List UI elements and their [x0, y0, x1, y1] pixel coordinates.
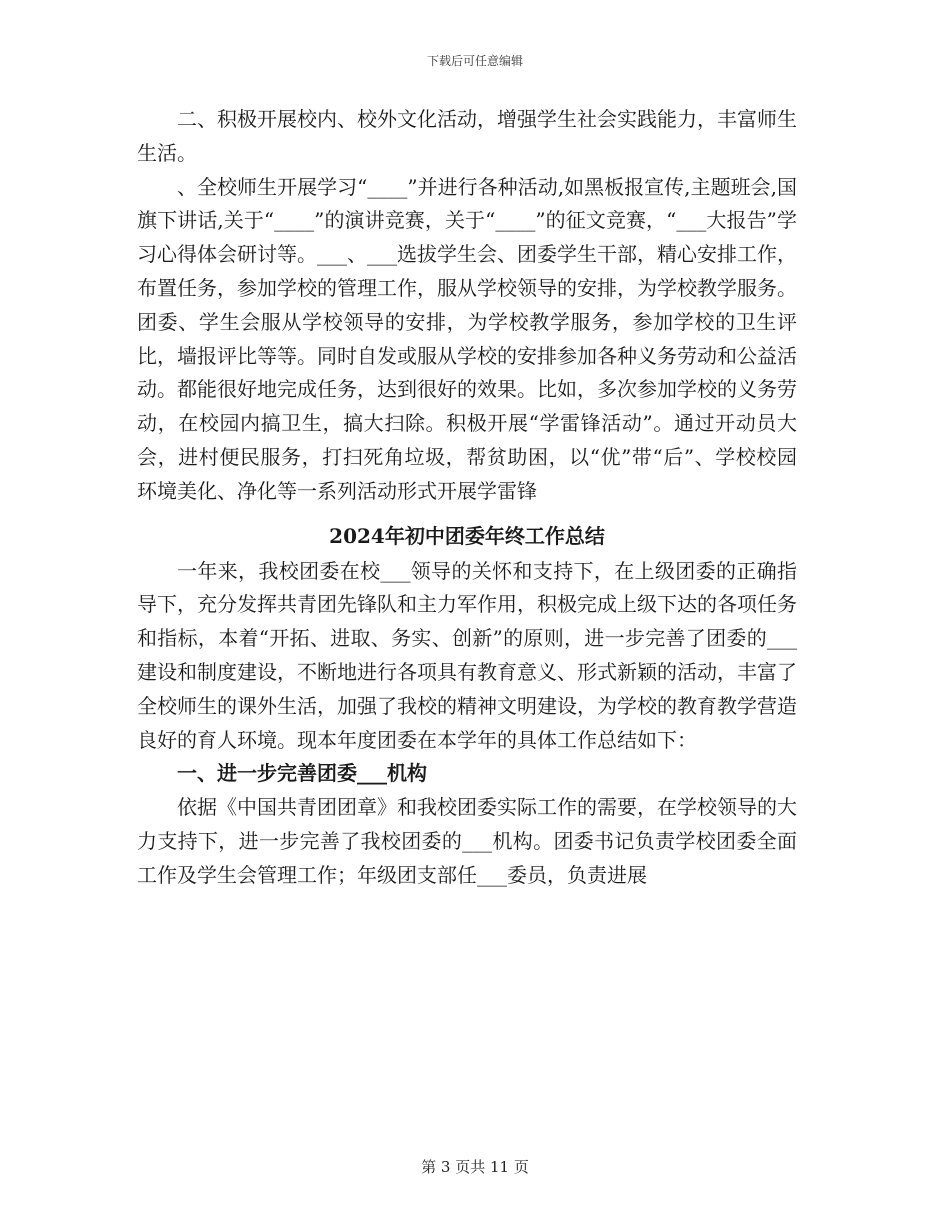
paragraph-organization: 依据《中国共青团团章》和我校团委实际工作的需要，在学校领导的大力支持下，进一步完善了我校团委的___机构。团委书记负责学校团委全面工作及学生会管理工作；年级团支部任___委员，负责进展 — [137, 795, 797, 887]
document-title: 2024年初中团委年终工作总结 — [329, 523, 605, 548]
paragraph-activities: 二、积极开展校内、校外文化活动，增强学生社会实践能力，丰富师生生活。 — [137, 107, 797, 165]
page-header: 下载后可任意编辑 — [426, 54, 523, 68]
page-footer: 第 3 页共 11 页 — [421, 1158, 529, 1176]
paragraph-activities-detail: 、全校师生开展学习“____”并进行各种活动,如黑板报宣传,主题班会,国旗下讲话,关于“____”的演讲竞赛，关于“____”的征文竞赛，“___大报告”学习心得体会研讨等。___、___选拔学生会、团委学生干部，精心安排工作，布置任务，参加学校的管理工作，服从学校领导的安排，为学校教学服务。团委、学生会服从学校领导的安排，为学校教学服务，参加学校的卫生评比，墙报评比等等。同时自发或服从学校的安排参加各种义务劳动和公益活动。都能很好地完成任务，达到很好的效果。比如，多次参加学校的义务劳动，在校园内搞卫生，搞大扫除。积极开展“学雷锋活动”。通过开动员大会，进村便民服务，打扫死角垃圾，帮贫助困，以“优”带“后”、学校校园环境美化、净化等一系列活动形式开展学雷锋 — [137, 174, 797, 503]
section-heading-1: 一、进一步完善团委___机构 — [177, 761, 427, 786]
document-body — [137, 103, 797, 893]
paragraph-intro: 一年来，我校团委在校___领导的关怀和支持下，在上级团委的正确指导下，充分发挥共青团先锋队和主力军作用，积极完成上级下达的各项任务和指标，本着“开拓、进取、务实、创新”的原则，进一步完善了团委的___建设和制度建设，不断地进行各项具有教育意义、形式新颖的活动，丰富了全校师生的课外生活，加强了我校的精神文明建设，为学校的教育教学营造良好的育人环境。现本年度团委在本学年的具体工作总结如下： — [137, 558, 797, 752]
